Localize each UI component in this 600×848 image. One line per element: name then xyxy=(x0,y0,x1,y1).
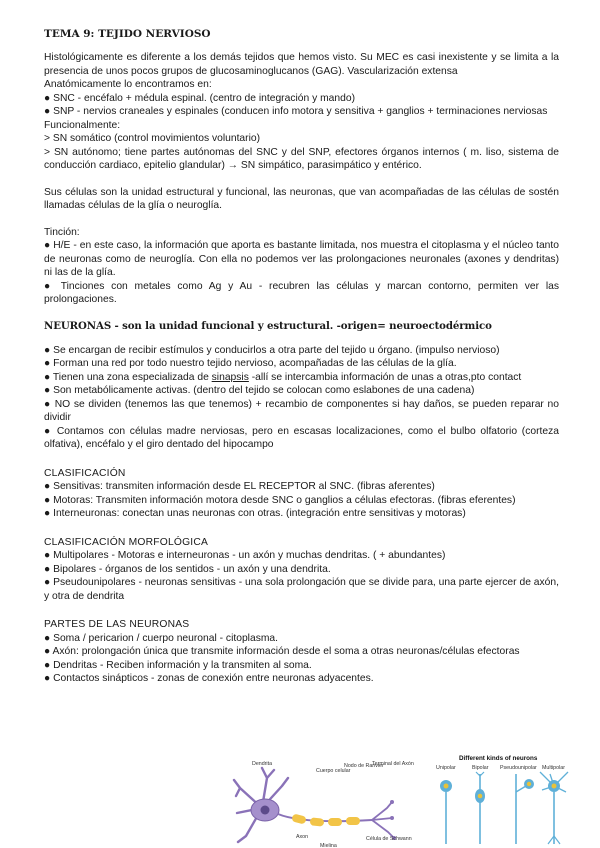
morfologica-bullet-1: ● Multipolares - Motoras e interneuronas - un axón y muchas dendritas. ( + abundantes) xyxy=(44,550,446,561)
label-dendrita: Dendrita xyxy=(252,761,273,767)
intro-anatomic-heading: Anatómicamente lo encontramos en: xyxy=(44,79,212,90)
type-label-pseudounipolar: Pseudounipolar xyxy=(500,765,537,771)
bullet-snc: ● SNC - encéfalo + médula espinal. (centro de integración y mando) xyxy=(44,92,355,104)
functional-heading: Funcionalmente: xyxy=(44,119,121,131)
type-label-bipolar: Bipolar xyxy=(472,765,489,771)
partes-bullet-1: ● Soma / pericarion / cuerpo neuronal - citoplasma. xyxy=(44,632,279,644)
clasificacion-bullet-2: ● Motoras: Transmiten información motora desde SNC o ganglios a células efectoras. (fibras eferentes) xyxy=(44,494,516,506)
neuronas-bullet-1: ● Se encargan de recibir estímulos y conducirlos a otra parte del tejido u órgano. (impulso nervioso) xyxy=(44,344,500,356)
tincion-heading: Tinción: xyxy=(44,226,80,238)
neuronas-bullet-3-pre: ● Tienen una zona especializada de xyxy=(44,371,212,383)
neuron-types-title: Different kinds of neurons xyxy=(459,755,538,762)
label-mielina: Mielina xyxy=(320,843,337,848)
label-axon: Axon xyxy=(296,834,309,840)
type-label-unipolar: Unipolar xyxy=(436,765,456,771)
intro-paragraph: Histológicamente es diferente a los demás tejidos que hemos visto. Su MEC es casi inexistente y se limita a la presencia de unos pocos grupos de glucosaminoglucanos (GAG). Vascularización extensa xyxy=(44,52,559,77)
partes-bullet-2: ● Axón: prolongación única que transmite información desde el soma a otras neuronas/células efectoras xyxy=(44,646,520,657)
bullet-snp: ● SNP - nervios craneales y espinales (conducen info motora y sensitiva + ganglios + terminaciones nerviosas xyxy=(44,106,548,117)
document-title: TEMA 9: TEJIDO NERVIOSO xyxy=(44,28,211,40)
partes-bullet-4: ● Contactos sinápticos - zonas de conexión entre neuronas adyacentes. xyxy=(44,673,374,684)
type-label-multipolar: Multipolar xyxy=(542,765,565,771)
neuronas-bullet-2: ● Forman una red por todo nuestro tejido nervioso, acompañadas de las células de la glía. xyxy=(44,358,457,369)
bullet-he-stain: ● H/E - en este caso, la información que aporta es bastante limitada, nos muestra el citoplasma y el núcleo tanto de neuronas como de neuroglía. Con ella no podemos ver las prolongaciones neuronales (axones y dendritas) ni las de la glía. xyxy=(44,240,559,278)
clasificacion-heading: CLASIFICACIÓN xyxy=(44,467,126,479)
neuronas-bullet-4: ● Son metabólicamente activas. (dentro del tejido se colocan como eslabones de una cadena) xyxy=(44,385,475,396)
neuronas-bullet-3-post: -allí se intercambia información de unas a otras,pto contact xyxy=(248,371,522,383)
neuronas-bullet-5: ● NO se dividen (tenemos las que tenemos) + recambio de componentes si hay daños, se pueden reparar no dividir xyxy=(44,398,559,423)
morfologica-bullet-2: ● Bipolares - órganos de los sentidos - un axón y una dendrita. xyxy=(44,563,331,575)
neuronas-bullet-3 xyxy=(44,371,559,385)
label-celula-schwann: Célula de Schwann xyxy=(366,836,412,842)
clasificacion-bullet-3: ● Interneuronas: conectan unas neuronas con otras. (integración entre sensitivas y motoras) xyxy=(44,508,466,519)
cells-paragraph: Sus células son la unidad estructural y funcional, las neuronas, que van acompañadas de las células de sostén llamadas células de la glía o neuroglía. xyxy=(44,186,559,211)
clasificacion-bullet-1: ● Sensitivas: transmiten información desde EL RECEPTOR al SNC. (fibras aferentes) xyxy=(44,481,435,492)
label-cuerpo-celular: Cuerpo celular xyxy=(316,768,351,774)
morfologica-bullet-3: ● Pseudounipolares - neuronas sensitivas - una sola prolongación que se divide para, una parte ejercer de axón, y otra de dendrita xyxy=(44,577,559,602)
partes-bullet-3: ● Dendritas - Reciben información y la transmiten al soma. xyxy=(44,659,312,671)
bullet-metal-stain: ● Tinciones con metales como Ag y Au - recubren las células y marcan contorno, permiten ver las prolongaciones. xyxy=(44,280,559,305)
morfologica-heading: CLASIFICACIÓN MORFOLÓGICA xyxy=(44,536,209,548)
neuronas-title: NEURONAS - son la unidad funcional y estructural. -origen= neuroectodérmico xyxy=(44,319,492,332)
partes-heading: PARTES DE LAS NEURONAS xyxy=(44,619,190,630)
neuron-drawing xyxy=(234,768,396,842)
label-nodo-ranvier: Nodo de Ranvier xyxy=(344,763,384,769)
item-sn-somatico: > SN somático (control movimientos voluntario) xyxy=(44,133,261,144)
label-terminal-axon: Terminal del Axón xyxy=(372,761,414,767)
item-sn-autonomo: > SN autónomo; tiene partes autónomas del SNC y del SNP, efectores órganos internos ( m. liso, sistema de conducción cardiaco, epitelio glandular) → SN simpático, parasimpático y entérico. xyxy=(44,146,559,171)
neuronas-bullet-6: ● Contamos con células madre nerviosas, pero en escasas localizaciones, como el bulbo olfatorio (corteza olfativa), encéfalo y el giro dentado del hipocampo xyxy=(44,425,559,450)
sinapsis-underlined: sinapsis xyxy=(211,371,249,383)
document-page xyxy=(44,28,559,686)
neuron-diagram xyxy=(232,758,414,848)
neuron-types-diagram xyxy=(432,752,572,848)
